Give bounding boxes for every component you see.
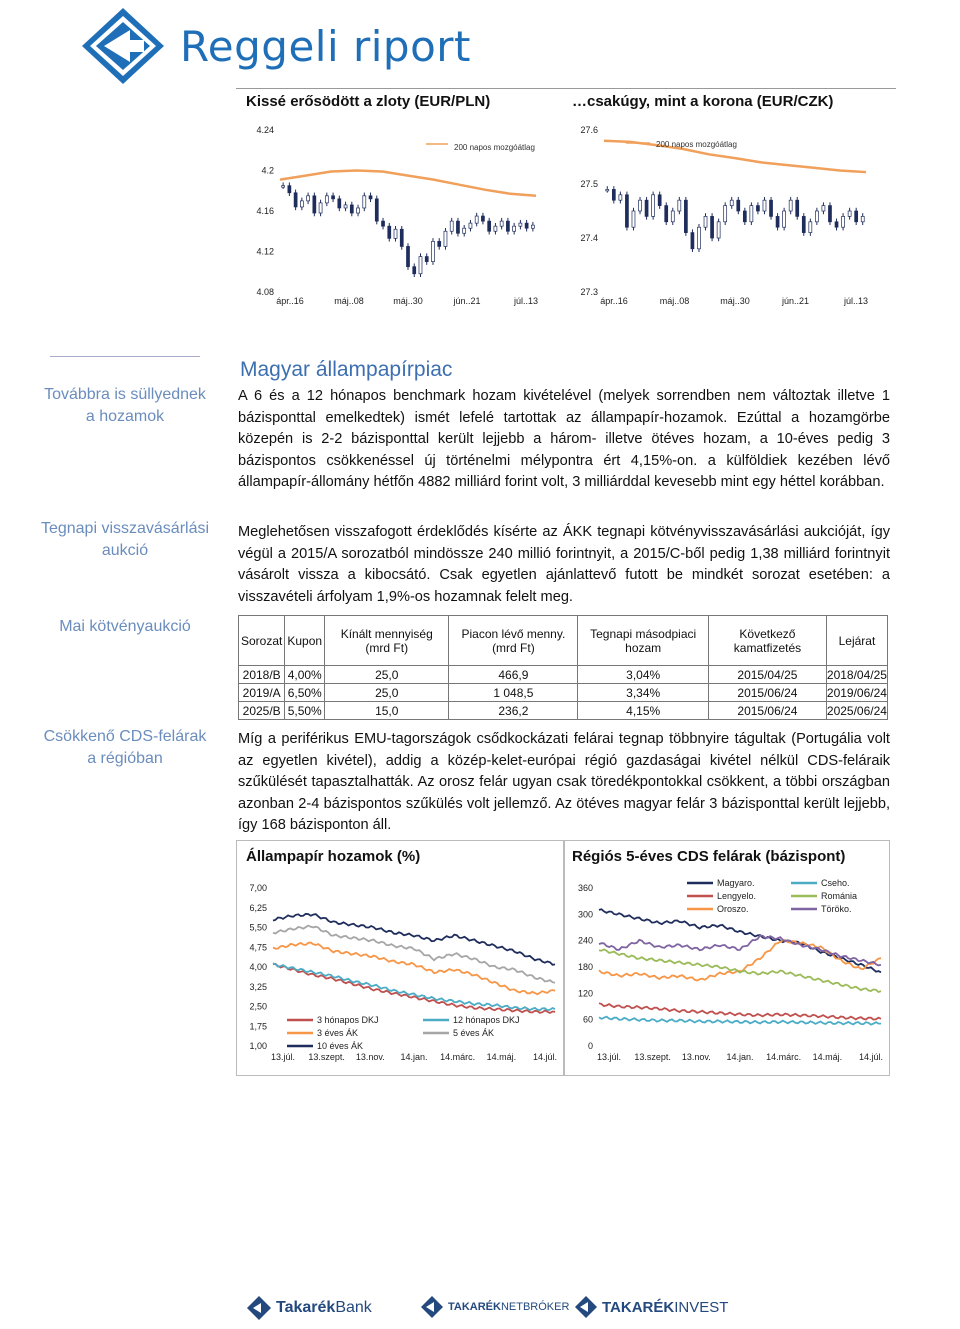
report-logo-icon xyxy=(78,6,168,86)
sidebar-item-kotvenyaukcio: Mai kötvényaukció xyxy=(59,618,191,635)
y-tick-label: 27.5 xyxy=(580,179,598,189)
candle-body xyxy=(776,216,779,227)
candle-body xyxy=(842,216,845,227)
x-tick-label: júl..13 xyxy=(843,296,869,306)
x-tick-label: 14.máj. xyxy=(486,1052,517,1062)
candle-body xyxy=(756,206,759,211)
table-cell: 2025/B xyxy=(239,702,285,720)
table-row xyxy=(239,684,888,702)
candle-body xyxy=(325,196,328,203)
y-tick-label: 5,50 xyxy=(249,922,267,933)
candle-body xyxy=(770,200,773,216)
candle-body xyxy=(363,196,366,208)
candle-body xyxy=(450,221,453,231)
candle-body xyxy=(400,229,403,246)
yields-chart xyxy=(237,868,563,1074)
sidebar-item-cds: Csökkenő CDS-felárak a régióban xyxy=(43,728,207,767)
candle-body xyxy=(796,200,799,216)
table-cell: 4,15% xyxy=(578,702,709,720)
footer-logo-text: INVEST xyxy=(674,1299,729,1316)
y-tick-label: 4.16 xyxy=(256,206,274,216)
candle-body xyxy=(282,186,285,188)
series-line xyxy=(273,914,555,965)
candle-body xyxy=(419,257,422,274)
x-tick-label: ápr..16 xyxy=(276,296,304,306)
footer-logo-text: TAKARÉK xyxy=(602,1299,675,1316)
x-tick-label: ápr..16 xyxy=(600,296,628,306)
table-cell: 2019/06/24 xyxy=(826,685,887,700)
table-cell: 3,04% xyxy=(578,666,709,684)
candle-body xyxy=(344,205,347,208)
y-tick-label: 120 xyxy=(577,988,593,999)
table-cell: 2025/06/24 xyxy=(826,703,887,718)
candle-body xyxy=(500,221,503,226)
candle-body xyxy=(789,200,792,211)
candle-body xyxy=(743,211,746,222)
candle-body xyxy=(855,211,858,222)
cds-chart xyxy=(565,868,889,1074)
table-cell: 2018/04/25 xyxy=(826,667,887,682)
candle-body xyxy=(612,189,615,200)
candle-body xyxy=(783,211,786,227)
footer-logo-text: TAKARÉK xyxy=(448,1301,501,1313)
series-line xyxy=(599,936,881,966)
table-cell: 15,0 xyxy=(325,702,449,720)
report-header xyxy=(0,0,960,90)
candle-body xyxy=(697,227,700,249)
candle-body xyxy=(639,200,642,211)
legend-label: 200 napos mozgóátlag xyxy=(454,143,535,152)
x-tick-label: máj..08 xyxy=(659,296,690,306)
legend-label: 200 napos mozgóátlag xyxy=(656,140,737,149)
y-tick-label: 300 xyxy=(577,909,593,920)
table-header: Kupon xyxy=(285,616,325,666)
y-tick-label: 2,50 xyxy=(249,1001,267,1012)
candle-body xyxy=(658,195,661,206)
candle-body xyxy=(375,199,378,221)
series-line xyxy=(273,964,555,1013)
candle-body xyxy=(438,241,441,246)
table-header: Tegnapi másodpiaci hozam xyxy=(578,616,709,666)
candle-body xyxy=(606,189,609,191)
x-tick-label: 13.júl. xyxy=(270,1052,296,1062)
candle-body xyxy=(711,216,714,238)
candle-body xyxy=(469,223,472,228)
x-tick-label: 13.nov. xyxy=(355,1052,385,1062)
candle-body xyxy=(652,195,655,217)
candle-body xyxy=(288,186,291,193)
candle-body xyxy=(763,200,766,211)
candle-body xyxy=(519,223,522,226)
x-tick-label: 14.júl. xyxy=(532,1052,558,1062)
legend-label: Törökо. xyxy=(821,904,852,914)
legend-label: Románia xyxy=(821,891,858,901)
candle-body xyxy=(737,200,740,211)
auction-table xyxy=(238,615,888,720)
candle-body xyxy=(691,233,694,249)
candle-body xyxy=(425,257,428,262)
czk-chart xyxy=(566,112,896,324)
footer-logo-netbroker xyxy=(448,1301,569,1313)
cds-chart-title: Régiós 5-éves CDS felárak (bázispont) xyxy=(572,848,846,865)
table-cell: 5,50% xyxy=(285,702,325,720)
candle-body xyxy=(494,226,497,231)
header-divider xyxy=(236,88,896,89)
table-cell: 6,50% xyxy=(285,684,325,702)
table-header-row xyxy=(239,616,888,666)
candle-body xyxy=(506,221,509,231)
candle-body xyxy=(319,203,322,213)
legend-label: Lengyelo. xyxy=(717,891,757,901)
candle-body xyxy=(802,216,805,232)
table-cell: 2018/B xyxy=(239,666,285,684)
table-cell: 4,00% xyxy=(285,666,325,684)
candle-body xyxy=(475,216,478,223)
x-tick-label: 14.jan. xyxy=(400,1052,428,1062)
footer-logo-text: NETBRÓKER xyxy=(500,1301,570,1313)
candle-body xyxy=(815,211,818,222)
y-tick-label: 7,00 xyxy=(249,883,267,893)
legend-label: Cseho. xyxy=(821,878,850,888)
candle-body xyxy=(822,206,825,211)
y-tick-label: 4,75 xyxy=(249,942,267,953)
x-tick-label: jún..21 xyxy=(453,296,481,306)
candle-body xyxy=(632,211,635,227)
y-tick-label: 27.6 xyxy=(580,125,598,135)
footer-logo-text: Bank xyxy=(335,1299,372,1316)
y-tick-label: 4,00 xyxy=(249,962,267,972)
candle-body xyxy=(678,200,681,211)
table-cell: 1 048,5 xyxy=(449,684,578,702)
table-cell: 3,34% xyxy=(578,684,709,702)
candle-body xyxy=(488,221,491,231)
footer-logo-takarekbank xyxy=(276,1299,372,1317)
legend-label: 12 hónapos DKJ xyxy=(453,1015,520,1025)
table-cell: 236,2 xyxy=(449,702,578,720)
y-tick-label: 180 xyxy=(577,962,593,972)
table-cell: 2015/06/24 xyxy=(709,702,827,720)
candle-body xyxy=(848,211,851,216)
y-tick-label: 4.2 xyxy=(261,165,274,176)
sidebar-item-visszavasarlas: Tegnapi visszavásárlási aukció xyxy=(40,520,210,559)
table-header: Sorozat xyxy=(239,616,285,666)
table-header: Kínált mennyiség (mrd Ft) xyxy=(325,616,449,666)
y-tick-label: 4.12 xyxy=(256,246,274,257)
table-cell: 2019/A xyxy=(239,684,285,702)
legend-label: 3 hónapos DKJ xyxy=(317,1015,379,1025)
yields-chart-title: Állampapír hozamok (%) xyxy=(246,848,421,865)
candle-body xyxy=(382,221,385,226)
y-tick-label: 1,00 xyxy=(249,1041,267,1051)
y-tick-label: 240 xyxy=(577,935,593,946)
takarekbank-logo-icon xyxy=(246,1295,272,1321)
candle-body xyxy=(750,206,753,222)
candle-body xyxy=(388,226,391,238)
moving-average-line xyxy=(280,171,536,196)
x-tick-label: máj..30 xyxy=(720,296,750,306)
table-row xyxy=(239,702,888,720)
candle-body xyxy=(481,216,484,221)
candle-body xyxy=(531,225,534,228)
table-header: Lejárat xyxy=(826,616,887,666)
section-title: Magyar állampapírpiac xyxy=(240,358,453,381)
x-tick-label: 14.júl. xyxy=(858,1052,884,1062)
candle-body xyxy=(671,211,674,222)
footer-logo-invest xyxy=(602,1299,728,1316)
czk-chart-title: …csakúgy, mint a korona (EUR/CZK) xyxy=(572,93,834,110)
candle-body xyxy=(684,200,687,232)
candle-body xyxy=(307,196,310,201)
report-title: Reggeli riport xyxy=(180,22,472,71)
candle-body xyxy=(350,205,353,213)
candle-body xyxy=(809,222,812,233)
series-line xyxy=(599,1003,881,1019)
netbroker-logo-icon xyxy=(420,1295,444,1319)
legend-label: Magyaro. xyxy=(717,878,755,888)
legend-label: 3 éves ÁK xyxy=(317,1028,359,1038)
candle-body xyxy=(835,222,838,227)
paragraph-yields: A 6 és a 12 hónapos benchmark hozam kivételével (melyek sorrendben nem változtak illetve 1 bázisponttal emelkedtek) ismét lefelé tartottak az állampapír-hozamok. Ezúttal a hozamgörbe közepén is 2-2 bázisponttal került lejjebb a három- illetve ötéves hozam, a 10-éves pedig 3 bázispontos csökkenéssel új történelmi mélypontra ért 4,15%-on. a külföldiek kezében lévő állampapír-állomány hétfőn 4882 milliárd forint volt, 3 milliárddal kevesebb mint egy héttel korábban. xyxy=(238,388,890,490)
candle-body xyxy=(619,195,622,200)
x-tick-label: 13.szept. xyxy=(634,1052,671,1062)
candle-body xyxy=(463,228,466,233)
candle-body xyxy=(525,223,528,228)
table-cell: 466,9 xyxy=(449,666,578,684)
table-row xyxy=(239,666,888,684)
table-header: Piacon lévő menny. (mrd Ft) xyxy=(449,616,578,666)
x-tick-label: 14.máj. xyxy=(812,1052,843,1062)
y-tick-label: 3,25 xyxy=(249,981,267,992)
y-tick-label: 4.24 xyxy=(256,125,274,135)
invest-logo-icon xyxy=(574,1295,598,1319)
candle-body xyxy=(665,206,668,222)
candle-body xyxy=(828,206,831,222)
table-cell: 25,0 xyxy=(325,666,449,684)
candle-body xyxy=(313,196,316,213)
x-tick-label: 14.márc. xyxy=(766,1052,802,1062)
candle-body xyxy=(730,200,733,205)
candle-body xyxy=(724,206,727,222)
y-tick-label: 60 xyxy=(582,1014,593,1025)
sidebar-item-hozamok: Továbbra is süllyednek a hozamok xyxy=(44,386,206,425)
candle-body xyxy=(861,216,864,221)
sidebar-divider xyxy=(50,356,200,357)
paragraph-cds: Míg a periférikus EMU-tagországok csődkockázati felárai tegnap többnyire tágultak (Portugália volt az egyetlen kivétel), addig a közép-kelet-európai régió gazdaságai kivétel nélkül CDS-feláraik szűkülését tapasztalhatták. Az orosz felár ugyan csak töredékpontokkal csökkent, a többi országban azonban 2-4 bázispontos szűkülés volt jellemző. Az ötéves magyar felár 3 bázisponttal került lejjebb, így 168 bázisponton áll. xyxy=(238,731,890,833)
candle-body xyxy=(357,208,360,213)
candle-body xyxy=(338,199,341,208)
candle-body xyxy=(704,216,707,227)
table-cell: 2015/04/25 xyxy=(709,666,827,684)
candle-body xyxy=(407,246,410,266)
candle-body xyxy=(625,195,628,227)
x-tick-label: 14.márc. xyxy=(440,1052,476,1062)
candle-body xyxy=(431,241,434,261)
x-tick-label: 14.jan. xyxy=(726,1052,754,1062)
candle-body xyxy=(394,229,397,238)
candle-body xyxy=(332,196,335,199)
legend-label: 10 éves ÁK xyxy=(317,1041,364,1051)
x-tick-label: júl..13 xyxy=(513,296,539,306)
candle-body xyxy=(645,200,648,216)
table-cell: 25,0 xyxy=(325,684,449,702)
x-tick-label: jún..21 xyxy=(781,296,810,306)
pln-chart-title: Kissé erősödött a zloty (EUR/PLN) xyxy=(246,93,491,110)
candle-body xyxy=(456,221,459,233)
x-tick-label: 13.szept. xyxy=(308,1052,345,1062)
x-tick-label: 13.nov. xyxy=(681,1052,711,1062)
y-tick-label: 6,25 xyxy=(249,902,267,913)
candle-body xyxy=(300,201,303,207)
legend-label: 5 éves ÁK xyxy=(453,1028,495,1038)
y-tick-label: 1,75 xyxy=(249,1021,267,1032)
candle-body xyxy=(444,231,447,246)
series-line xyxy=(599,940,881,980)
legend-label: Oroszo. xyxy=(717,904,749,914)
y-tick-label: 360 xyxy=(577,883,593,893)
candle-body xyxy=(717,222,720,238)
paragraph-buyback: Meglehetősen visszafogott érdeklődés kísérte az ÁKK tegnapi kötvényvisszavásárlási aukcióját, így végül a 2015/A sorozatból mindössze 240 millió forintnyit, a 2015/C-ből pedig 1,38 milliárd forintnyit vásárolt vissza a kibocsátó. Csak egyetlen ajánlattevő futott be mindkét sorozat esetében: a visszavételi árfolyam 1,9%-os hozamnak felelt meg. xyxy=(238,524,890,605)
candle-body xyxy=(294,193,297,207)
x-tick-label: máj..30 xyxy=(393,296,423,306)
x-tick-label: 13.júl. xyxy=(596,1052,622,1062)
y-tick-label: 27.3 xyxy=(580,287,598,297)
table-header: Következő kamatfizetés xyxy=(709,616,827,666)
pln-chart xyxy=(236,112,566,324)
candle-body xyxy=(413,267,416,274)
series-line xyxy=(273,963,555,1010)
candle-body xyxy=(369,196,372,199)
x-tick-label: máj..08 xyxy=(334,296,364,306)
y-tick-label: 27.4 xyxy=(580,233,598,243)
footer-logo-text: Takarék xyxy=(276,1299,336,1316)
candle-body xyxy=(513,226,516,231)
y-tick-label: 4.08 xyxy=(256,287,274,297)
y-tick-label: 0 xyxy=(587,1041,593,1051)
table-cell: 2015/06/24 xyxy=(709,684,827,702)
footer xyxy=(0,1285,960,1329)
